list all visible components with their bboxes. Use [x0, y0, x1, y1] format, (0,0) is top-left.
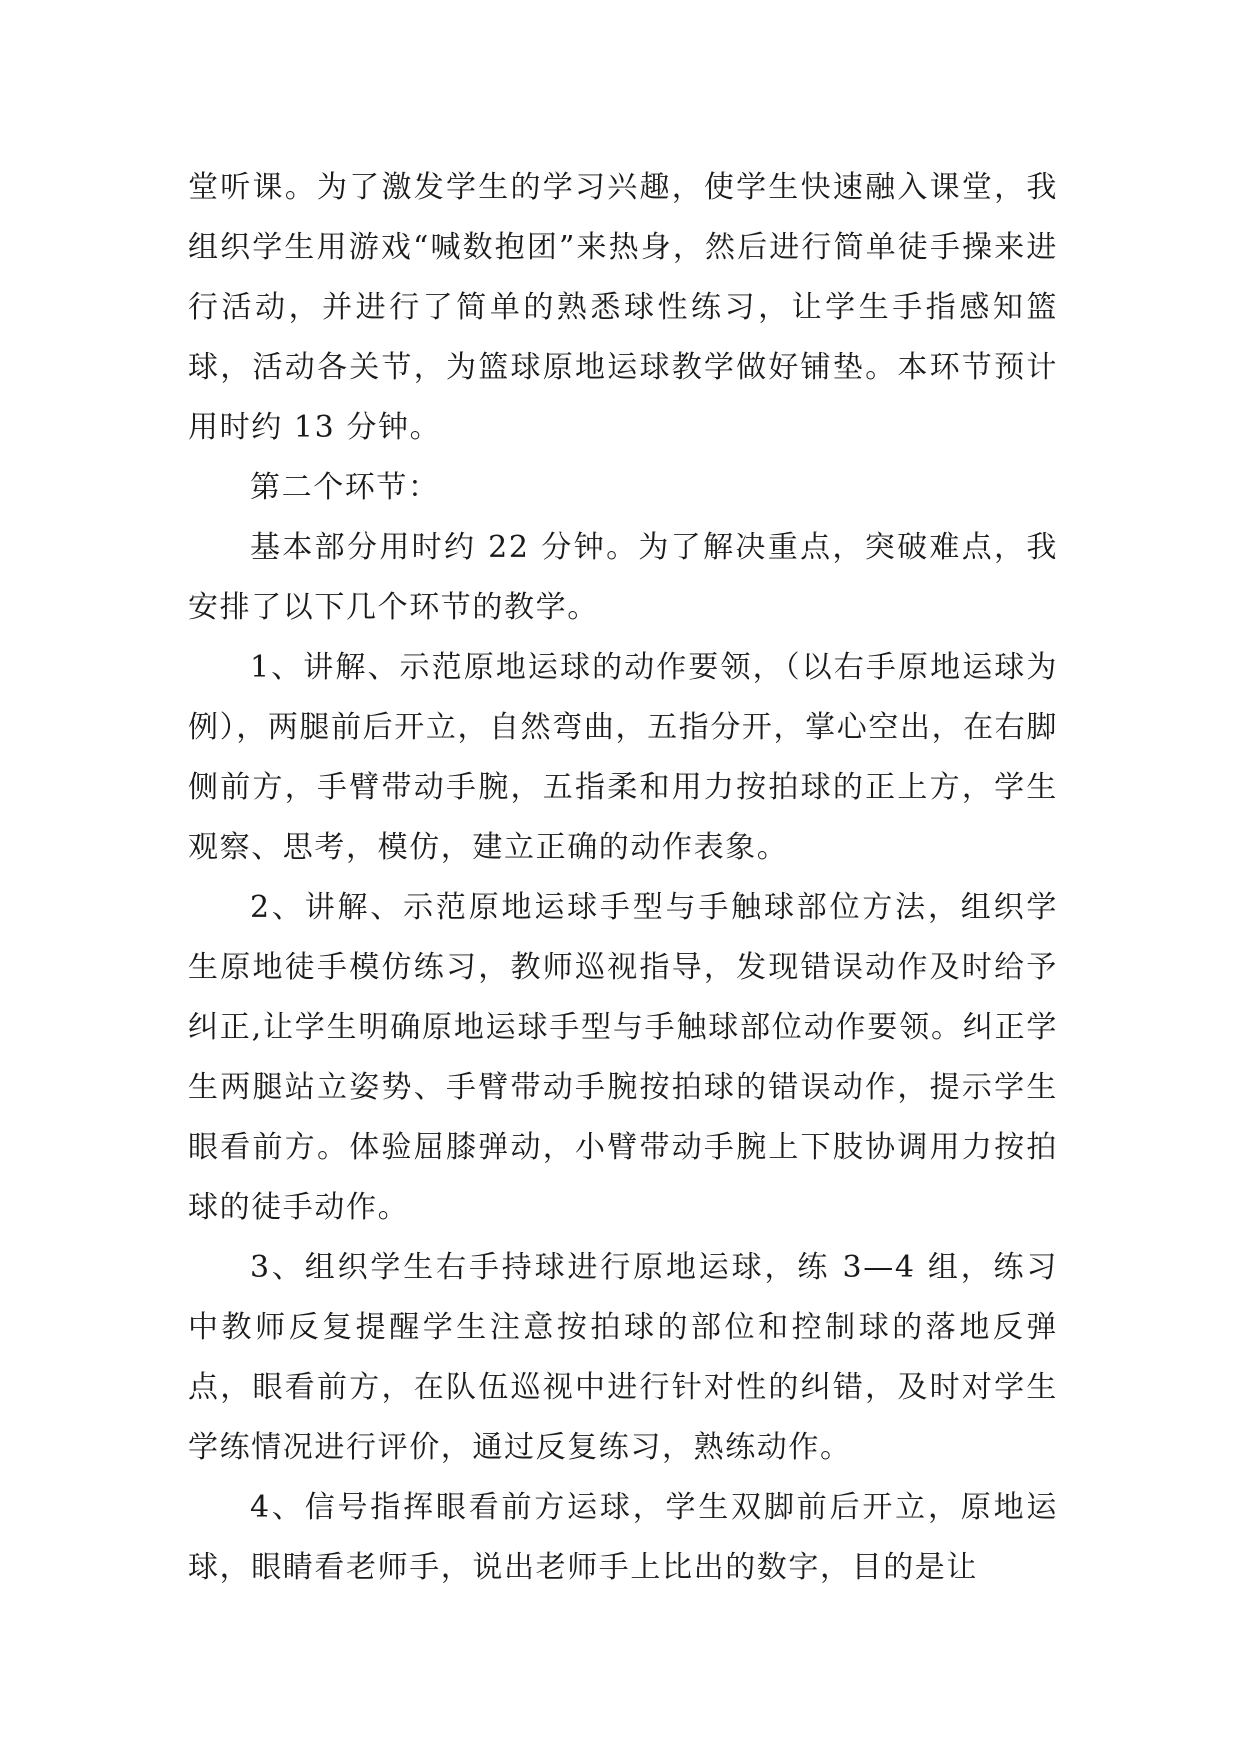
paragraph-step-4: 4、信号指挥眼看前方运球，学生双脚前后开立，原地运球，眼睛看老师手，说出老师手上比出的数字，目的是让: [188, 1490, 1058, 1585]
paragraph-continued: 堂听课。为了激发学生的学习兴趣，使学生快速融入课堂，我组织学生用游戏“喊数抱团”来热身，然后进行简单徒手操来进行活动，并进行了简单的熟悉球性练习，让学生手指感知篮球，活动各关节，为篮球原地运球教学做好铺垫。本环节预计用时约 13 分钟。: [188, 170, 1058, 445]
paragraph-section-heading: 第二个环节：: [250, 470, 440, 505]
document-body: [188, 158, 1058, 1598]
paragraph-basic-part: 基本部分用时约 22 分钟。为了解决重点，突破难点，我安排了以下几个环节的教学。: [188, 530, 1058, 625]
paragraph-step-2: 2、讲解、示范原地运球手型与手触球部位方法，组织学生原地徒手模仿练习，教师巡视指导，发现错误动作及时给予纠正,让学生明确原地运球手型与手触球部位动作要领。纠正学生两腿站立姿势、手臂带动手腕按拍球的错误动作，提示学生眼看前方。体验屈膝弹动，小臂带动手腕上下肢协调用力按拍球的徒手动作。: [188, 890, 1058, 1225]
paragraph-step-1: 1、讲解、示范原地运球的动作要领，（以右手原地运球为例），两腿前后开立，自然弯曲，五指分开，掌心空出，在右脚侧前方，手臂带动手腕，五指柔和用力按拍球的正上方，学生观察、思考，模仿，建立正确的动作表象。: [188, 650, 1058, 865]
paragraph-step-3: 3、组织学生右手持球进行原地运球，练 3—4 组，练习中教师反复提醒学生注意按拍球的部位和控制球的落地反弹点，眼看前方，在队伍巡视中进行针对性的纠错，及时对学生学练情况进行评价，通过反复练习，熟练动作。: [188, 1250, 1058, 1465]
